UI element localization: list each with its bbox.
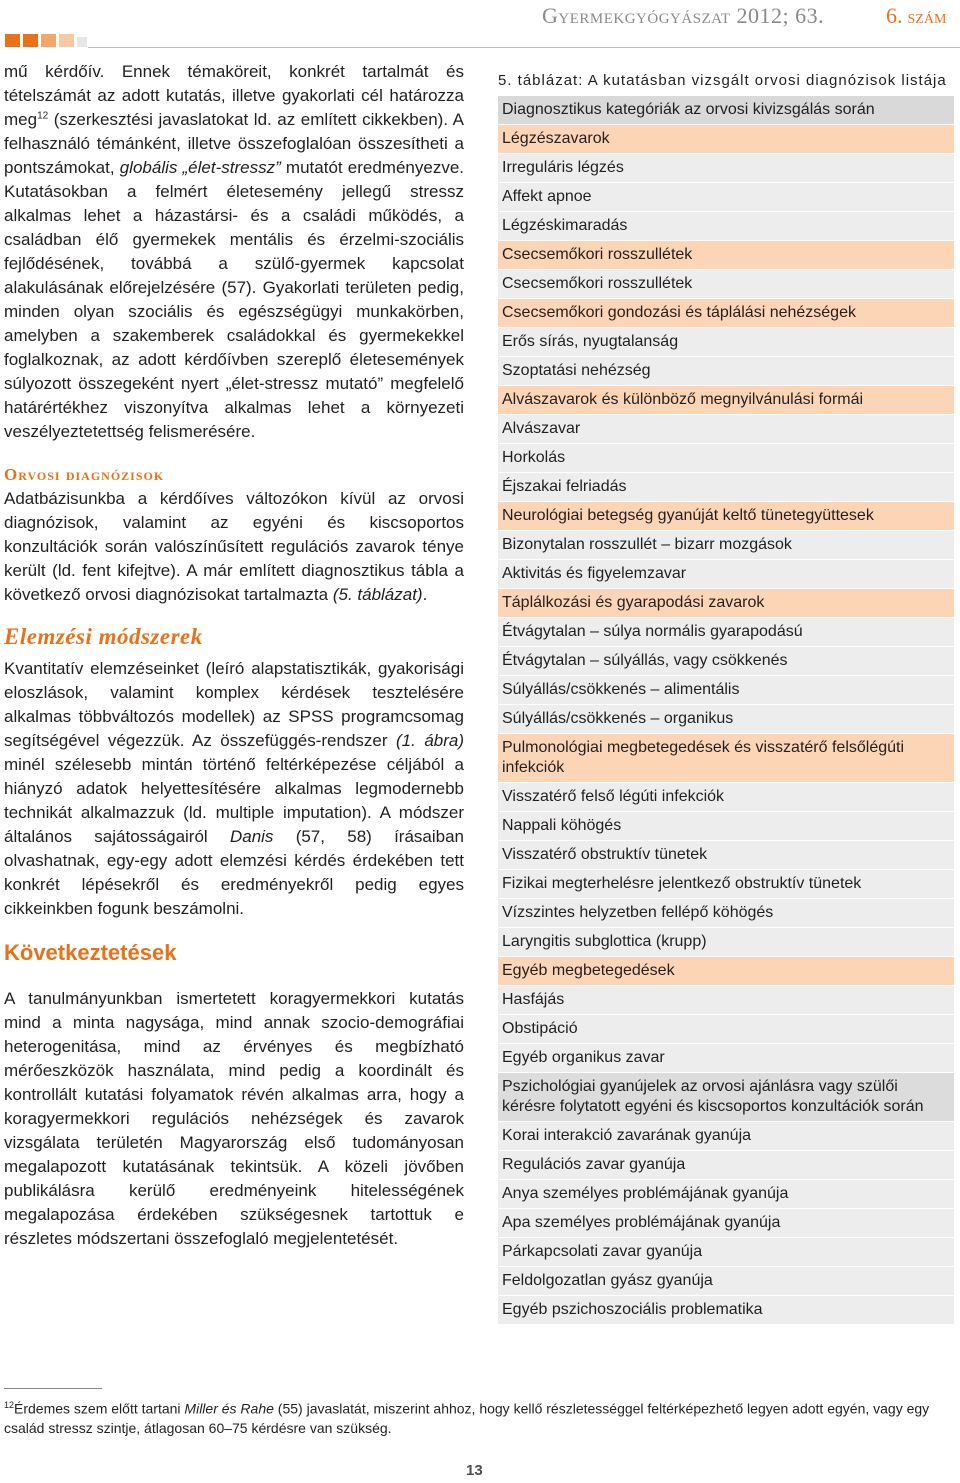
table-row: Regulációs zavar gyanúja — [498, 1151, 954, 1180]
table-caption: 5. táblázat: A kutatásban vizsgált orvosi diagnózisok listája — [498, 72, 947, 89]
header-square — [41, 34, 56, 47]
table-row: Fizikai megterhelésre jelentkező obstruktív tünetek — [498, 870, 954, 899]
table-row: Légzéskimaradás — [498, 212, 954, 241]
table-row: Erős sírás, nyugtalanság — [498, 328, 954, 357]
section-heading-kovetkeztetesek: Következtetések — [4, 940, 177, 965]
table-row: Laryngitis subglottica (krupp) — [498, 928, 954, 957]
table-row: Visszatérő obstruktív tünetek — [498, 841, 954, 870]
table-row: Anya személyes problémájának gyanúja — [498, 1180, 954, 1209]
table-row: Visszatérő felső légúti infekciók — [498, 783, 954, 812]
issue-label — [886, 3, 946, 29]
table-row: Irreguláris légzés — [498, 154, 954, 183]
table-row: Apa személyes problémájának gyanúja — [498, 1209, 954, 1238]
table-category-row: Alvászavarok és különböző megnyilvánulási formái — [498, 386, 954, 415]
table-row: Egyéb pszichoszociális problematika — [498, 1296, 954, 1325]
footnote: $^{12}$Érdemes szem előtt tartani Miller és Rahe (55) javaslatát, miszerint ahhoz, hogy kellő részletességgel feltérképezhető legyen adott egyén, vagy egy család stressz szintje, átlagosan 60–75 kérdésre van szükség. — [4, 1400, 930, 1436]
table-row: Hasfájás — [498, 986, 954, 1015]
table-row: Súlyállás/csökkenés – alimentális — [498, 676, 954, 705]
header-square — [5, 34, 20, 47]
table-row: Szoptatási nehézség — [498, 357, 954, 386]
left-column — [4, 60, 464, 1251]
right-column — [498, 72, 954, 1325]
running-header — [0, 0, 960, 40]
issue-word: szám — [907, 6, 947, 28]
paragraph-2: Adatbázisunkba a kérdőíves változókon kívül az orvosi diagnózisok, valamint az egyéni és kiscsoportos konzultációk során valószínűsített regulációs zavarok ténye került (ld. fent kifejtve). A már említett diagnosztikus tábla a következő orvosi diagnózisokat tartalmazta (5. táblázat). — [4, 489, 464, 604]
table-row: Egyéb organikus zavar — [498, 1044, 954, 1073]
journal-title: Gyermekgyógyászat 2012; 63. — [542, 3, 825, 28]
table-header-row: Diagnosztikus kategóriák az orvosi kivizsgálás során — [498, 96, 954, 125]
section-heading-orvosi-diagnozisok: Orvosi diagnózisok — [4, 465, 165, 484]
table-category-row: Neurológiai betegség gyanúját keltő tünetegyüttesek — [498, 502, 954, 531]
table-row: Horkolás — [498, 444, 954, 473]
page-number: 13 — [466, 1462, 483, 1479]
footnote-rule — [4, 1388, 102, 1389]
table-category-row: Pszichológiai gyanújelek az orvosi ajánlásra vagy szülői kérésre folytatott egyéni és kiscsoportos konzultációk során — [498, 1073, 954, 1122]
diagnosis-table — [498, 96, 954, 1325]
section-heading-elemzesi-modszerek: Elemzési módszerek — [4, 624, 203, 649]
header-square — [59, 34, 74, 47]
table-row: Súlyállás/csökkenés – organikus — [498, 705, 954, 734]
paragraph-4: A tanulmányunkban ismertetett koragyermekkori kutatás mind a minta nagysága, mind annak szocio-demográfiai heterogenitása, mind az érvényes és megbízható mérőeszközök használata, mind pedig a koordinált és kontrollált kutatási folyamatok révén alkalmas arra, hogy a koragyermekkori regulációs nehézségek és zavarok vizsgálata területén Magyarország első tudományosan megalapozott kutatásának tekintsük. A közeli jövőben publikálásra kerülő eredményeink hitelességének megalapozása érdekében szükségesnek tartottuk e részletes módszertani összefoglaló megjelentetését. — [4, 989, 464, 1248]
table-row: Korai interakció zavarának gyanúja — [498, 1122, 954, 1151]
table-row: Obstipáció — [498, 1015, 954, 1044]
table-row: Aktivitás és figyelemzavar — [498, 560, 954, 589]
table-row: Étvágytalan – súlya normális gyarapodású — [498, 618, 954, 647]
table-row: Étvágytalan – súlyállás, vagy csökkenés — [498, 647, 954, 676]
table-row: Affekt apnoe — [498, 183, 954, 212]
table-category-row: Pulmonológiai megbetegedések és visszatérő felsőlégúti infekciók — [498, 734, 954, 783]
table-category-row: Egyéb megbetegedések — [498, 957, 954, 986]
table-category-row: Táplálkozási és gyarapodási zavarok — [498, 589, 954, 618]
paragraph-3: Kvantitatív elemzéseinket (leíró alapstatisztikák, gyakorisági eloszlások, valamint komplex kérdések tesztelésére alkalmas többváltozós modellek) az SPSS programcsomag segítségével végezzük. Az összefüggés-rendszer (1. ábra) minél szélesebb mintán történő feltérképezése céljából a hiányzó adatok helyettesítésére alkalmas legmodernebb technikát alkalmazzuk (ld. multiple imputation). A módszer általános sajátosságairól Danis (57, 58) írásaiban olvashatnak, egy-egy adott elemzési kérdés érdekében tett konkrét lépésekről és eredményekről pedig egyes cikkeinkben fogunk beszámolni. — [4, 659, 465, 918]
table-row: Éjszakai felriadás — [498, 473, 954, 502]
table-row: Alvászavar — [498, 415, 954, 444]
table-category-row: Légzészavarok — [498, 125, 954, 154]
table-category-row: Csecsemőkori rosszullétek — [498, 241, 954, 270]
header-divider — [88, 47, 960, 48]
table-row: Bizonytalan rosszullét – bizarr mozgások — [498, 531, 954, 560]
table-row: Párkapcsolati zavar gyanúja — [498, 1238, 954, 1267]
paragraph-1: mű kérdőív. Ennek témaköreit, konkrét tartalmát és tételszámát az adott kutatás, illetve gyakorlati cél határozza meg$^{12}$ (szerkesztési javaslatokat ld. az említett cikkekben). A felhasználó témánként, illetve összefoglalóan összesítheti a pontszámokat, globális „élet-stressz” mutatót eredményezve. Kutatásokban a felmért életesemény jellegű stressz alkalmas lehet a házastársi- és a családi működés, a családban élő gyermekek mentális és érzelmi-szociális fejlődésének, továbbá a szülő-gyermek kapcsolat alakulásának előrejelzésére (57). Gyakorlati területen pedig, minden olyan szociális és egészségügyi munkakörben, amelyben a szakemberek családokkal és gyermekekkel foglalkoznak, az adott kérdőívben szereplő életesemények súlyozott összegeként nyert „élet-stressz mutató” megfelelő határértékhez viszonyítva alkalmas lehet a környezeti veszélyeztetettség felismerésére. — [4, 62, 465, 441]
header-square — [23, 34, 38, 47]
table-row: Feldolgozatlan gyász gyanúja — [498, 1267, 954, 1296]
header-square — [77, 37, 87, 47]
footnote-number: 12 — [4, 1400, 15, 1410]
table-row: Csecsemőkori rosszullétek — [498, 270, 954, 299]
table-category-row: Csecsemőkori gondozási és táplálási nehézségek — [498, 299, 954, 328]
table-row: Nappali köhögés — [498, 812, 954, 841]
issue-number: 6. — [886, 3, 903, 28]
header-squares — [5, 34, 87, 47]
table-row: Vízszintes helyzetben fellépő köhögés — [498, 899, 954, 928]
